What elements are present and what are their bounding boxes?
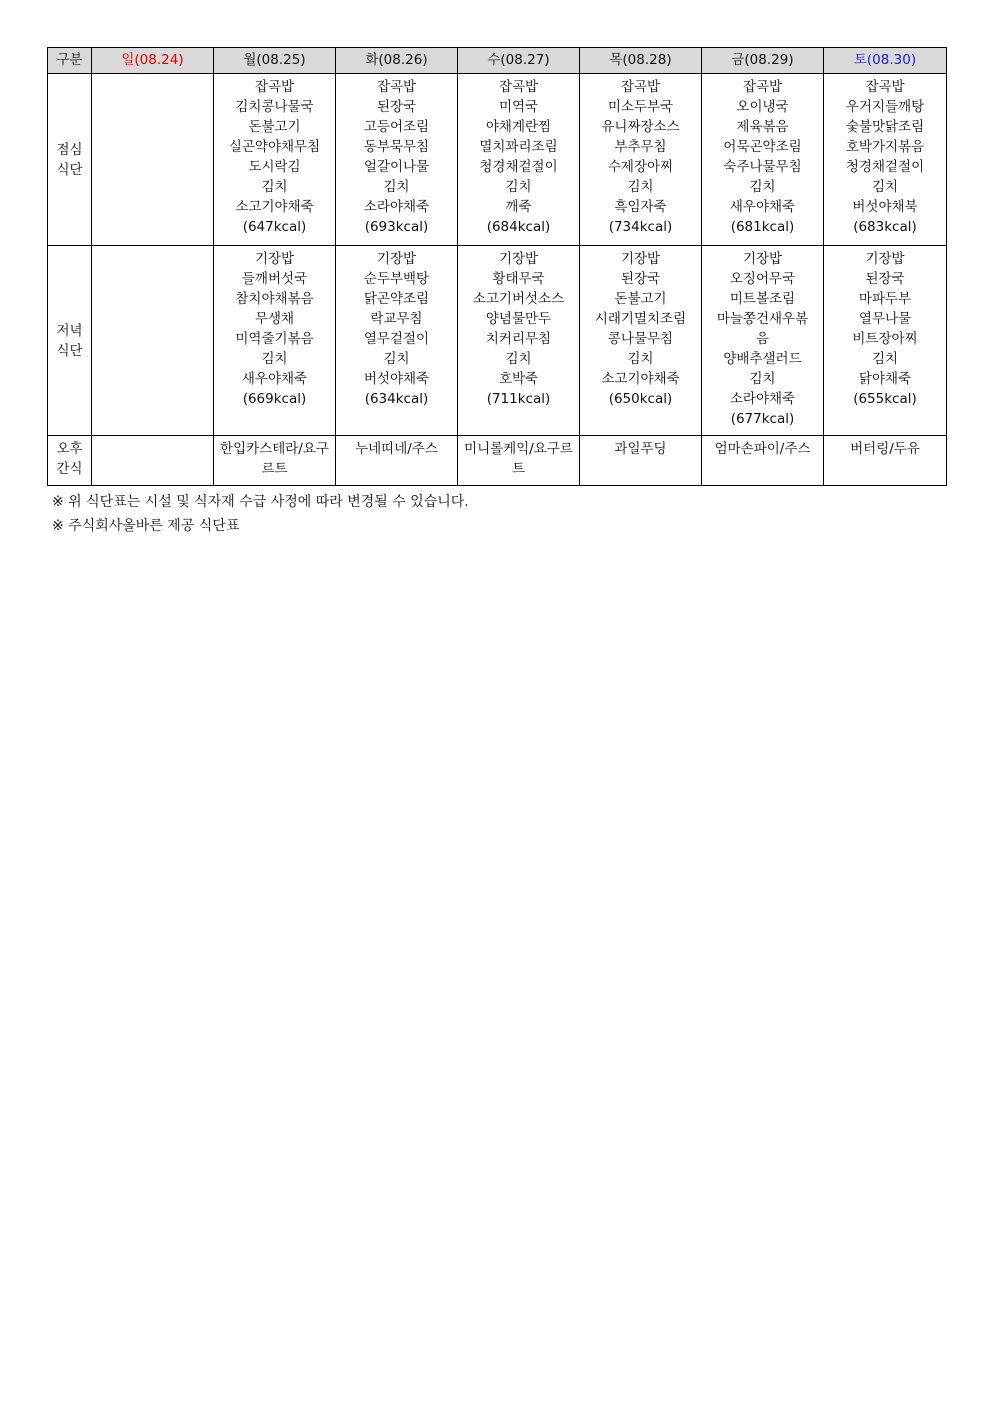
dinner-wednesday: 기장밥 황태무국 소고기버섯소스 양념물만두 치커리무침 김치 호박죽 (711kcal) (458, 246, 580, 436)
header-category: 구분 (48, 48, 92, 74)
dinner-label: 저녁 식단 (48, 246, 92, 436)
dinner-saturday: 기장밥 된장국 마파두부 열무나물 비트장아찌 김치 닭야채죽 (655kcal) (824, 246, 947, 436)
snack-tuesday: 누네띠네/주스 (336, 436, 458, 486)
dinner-row (48, 246, 947, 436)
header-saturday: 토(08.30) (824, 48, 947, 74)
header-row (48, 48, 947, 74)
lunch-monday: 잡곡밥 김치콩나물국 돈불고기 실곤약야채무침 도시락김 김치 소고기야채죽 (647kcal) (214, 74, 336, 246)
meal-plan-table (47, 47, 947, 486)
footnote-change-notice: ※ 위 식단표는 시설 및 식자재 수급 사정에 따라 변경될 수 있습니다. (52, 494, 469, 510)
lunch-friday: 잡곡밥 오이냉국 제육볶음 어묵곤약조림 숙주나물무침 김치 새우야채죽 (681kcal) (702, 74, 824, 246)
snack-sunday (92, 436, 214, 486)
footnote-provider: ※ 주식회사올바른 제공 식단표 (52, 518, 240, 534)
header-friday: 금(08.29) (702, 48, 824, 74)
header-wednesday: 수(08.27) (458, 48, 580, 74)
lunch-saturday: 잡곡밥 우거지들깨탕 숯불맛닭조림 호박가지볶음 청경채겉절이 김치 버섯야채북 (683kcal) (824, 74, 947, 246)
header-monday: 월(08.25) (214, 48, 336, 74)
snack-monday: 한입카스테라/요구르트 (214, 436, 336, 486)
lunch-row (48, 74, 947, 246)
snack-row (48, 436, 947, 486)
snack-thursday: 과일푸딩 (580, 436, 702, 486)
header-sunday: 일(08.24) (92, 48, 214, 74)
dinner-sunday (92, 246, 214, 436)
snack-wednesday: 미니롤케익/요구르트 (458, 436, 580, 486)
snack-friday: 엄마손파이/주스 (702, 436, 824, 486)
footnotes (52, 490, 469, 538)
lunch-label: 점심 식단 (48, 74, 92, 246)
dinner-monday: 기장밥 들깨버섯국 참치야채볶음 무생채 미역줄기볶음 김치 새우야채죽 (669kcal) (214, 246, 336, 436)
dinner-friday: 기장밥 오징어무국 미트볼조림 마늘쫑건새우볶 음 양배추샐러드 김치 소라야채죽 (677kcal) (702, 246, 824, 436)
lunch-wednesday: 잡곡밥 미역국 야채계란찜 멸치꽈리조림 청경채겉절이 김치 깨죽 (684kcal) (458, 74, 580, 246)
dinner-tuesday: 기장밥 순두부백탕 닭곤약조림 락교무침 열무겉절이 김치 버섯야채죽 (634kcal) (336, 246, 458, 436)
lunch-thursday: 잡곡밥 미소두부국 유니짜장소스 부추무침 수제장아찌 김치 흑임자죽 (734kcal) (580, 74, 702, 246)
snack-label: 오후 간식 (48, 436, 92, 486)
dinner-thursday: 기장밥 된장국 돈불고기 시래기멸치조림 콩나물무침 김치 소고기야채죽 (650kcal) (580, 246, 702, 436)
header-thursday: 목(08.28) (580, 48, 702, 74)
lunch-tuesday: 잡곡밥 된장국 고등어조림 동부묵무침 얼갈이나물 김치 소라야채죽 (693kcal) (336, 74, 458, 246)
header-tuesday: 화(08.26) (336, 48, 458, 74)
snack-saturday: 버터링/두유 (824, 436, 947, 486)
lunch-sunday (92, 74, 214, 246)
